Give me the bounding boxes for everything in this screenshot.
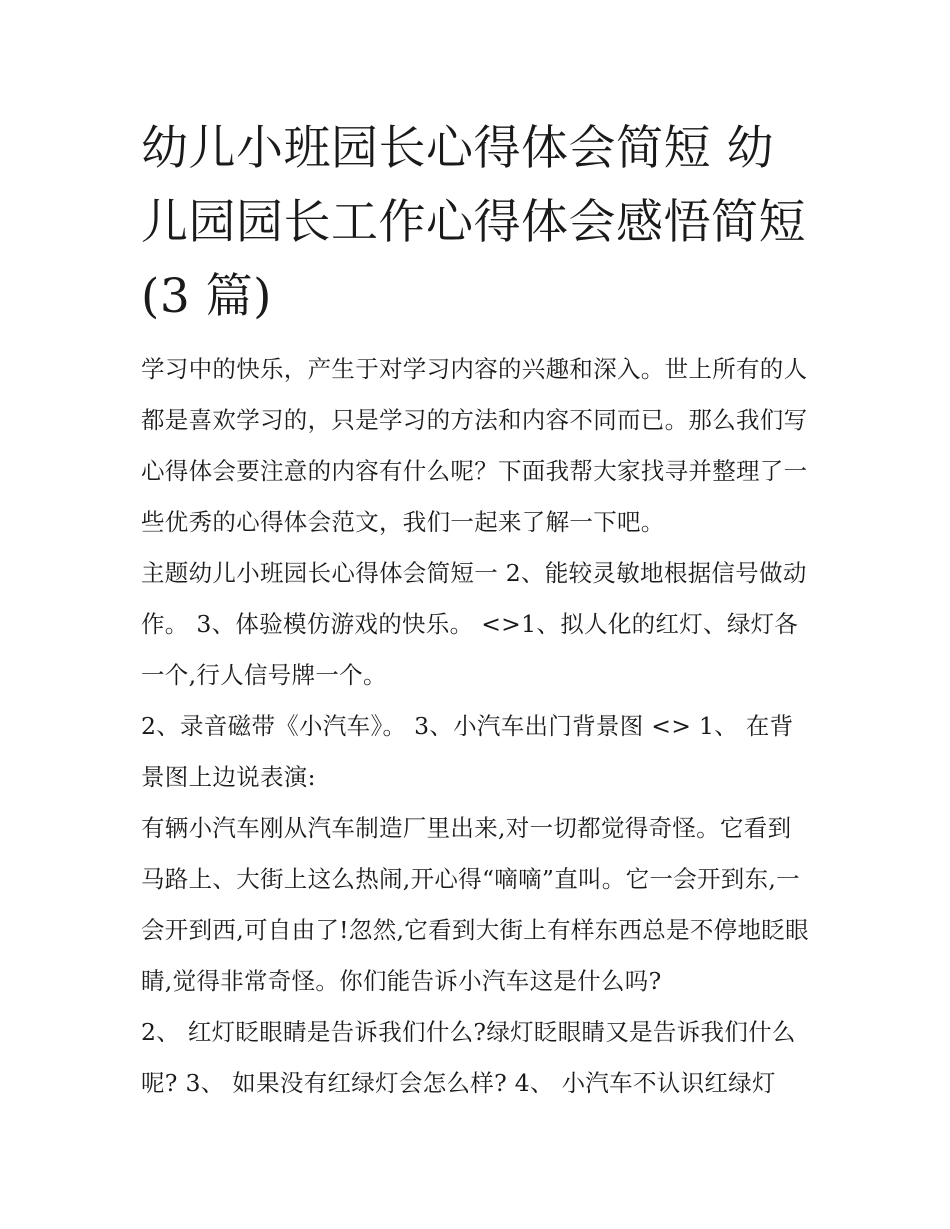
paragraph-story: 有辆小汽车刚从汽车制造厂里出来,对一切都觉得奇怪。它看到马路上、大街上这么热闹,开心得“嘀嘀”直叫。它一会开到东,一会开到西,可自由了!忽然,它看到大街上有样东西总是不停地眨眼睛,觉得非常奇怪。你们能告诉小汽车这是什么吗? bbox=[141, 814, 809, 995]
document-page bbox=[141, 112, 813, 1109]
document-title: 幼儿小班园长心得体会简短 幼儿园园长工作心得体会感悟简短(3 篇) bbox=[141, 121, 806, 324]
paragraph-questions: 2、 红灯眨眼睛是告诉我们什么?绿灯眨眼睛又是告诉我们什么呢? 3、 如果没有红绿灯会怎么样? 4、 小汽车不认识红绿灯 bbox=[141, 1018, 796, 1097]
paragraph-theme: 主题幼儿小班园长心得体会简短一 2、能较灵敏地根据信号做动作。 3、体验模仿游戏的快乐。 <>1、拟人化的红灯、绿灯各一个,行人信号牌一个。 bbox=[141, 559, 807, 689]
title-block bbox=[141, 112, 813, 334]
paragraph-materials: 2、录音磁带《小汽车》。 3、小汽车出门背景图 <> 1、 在背景图上边说表演: bbox=[141, 712, 794, 791]
paragraph-intro: 学习中的快乐，产生于对学习内容的兴趣和深入。世上所有的人都是喜欢学习的，只是学习的方法和内容不同而已。那么我们写心得体会要注意的内容有什么呢？下面我帮大家找寻并整理了一些优秀的心得体会范文，我们一起来了解一下吧。 bbox=[141, 355, 808, 536]
